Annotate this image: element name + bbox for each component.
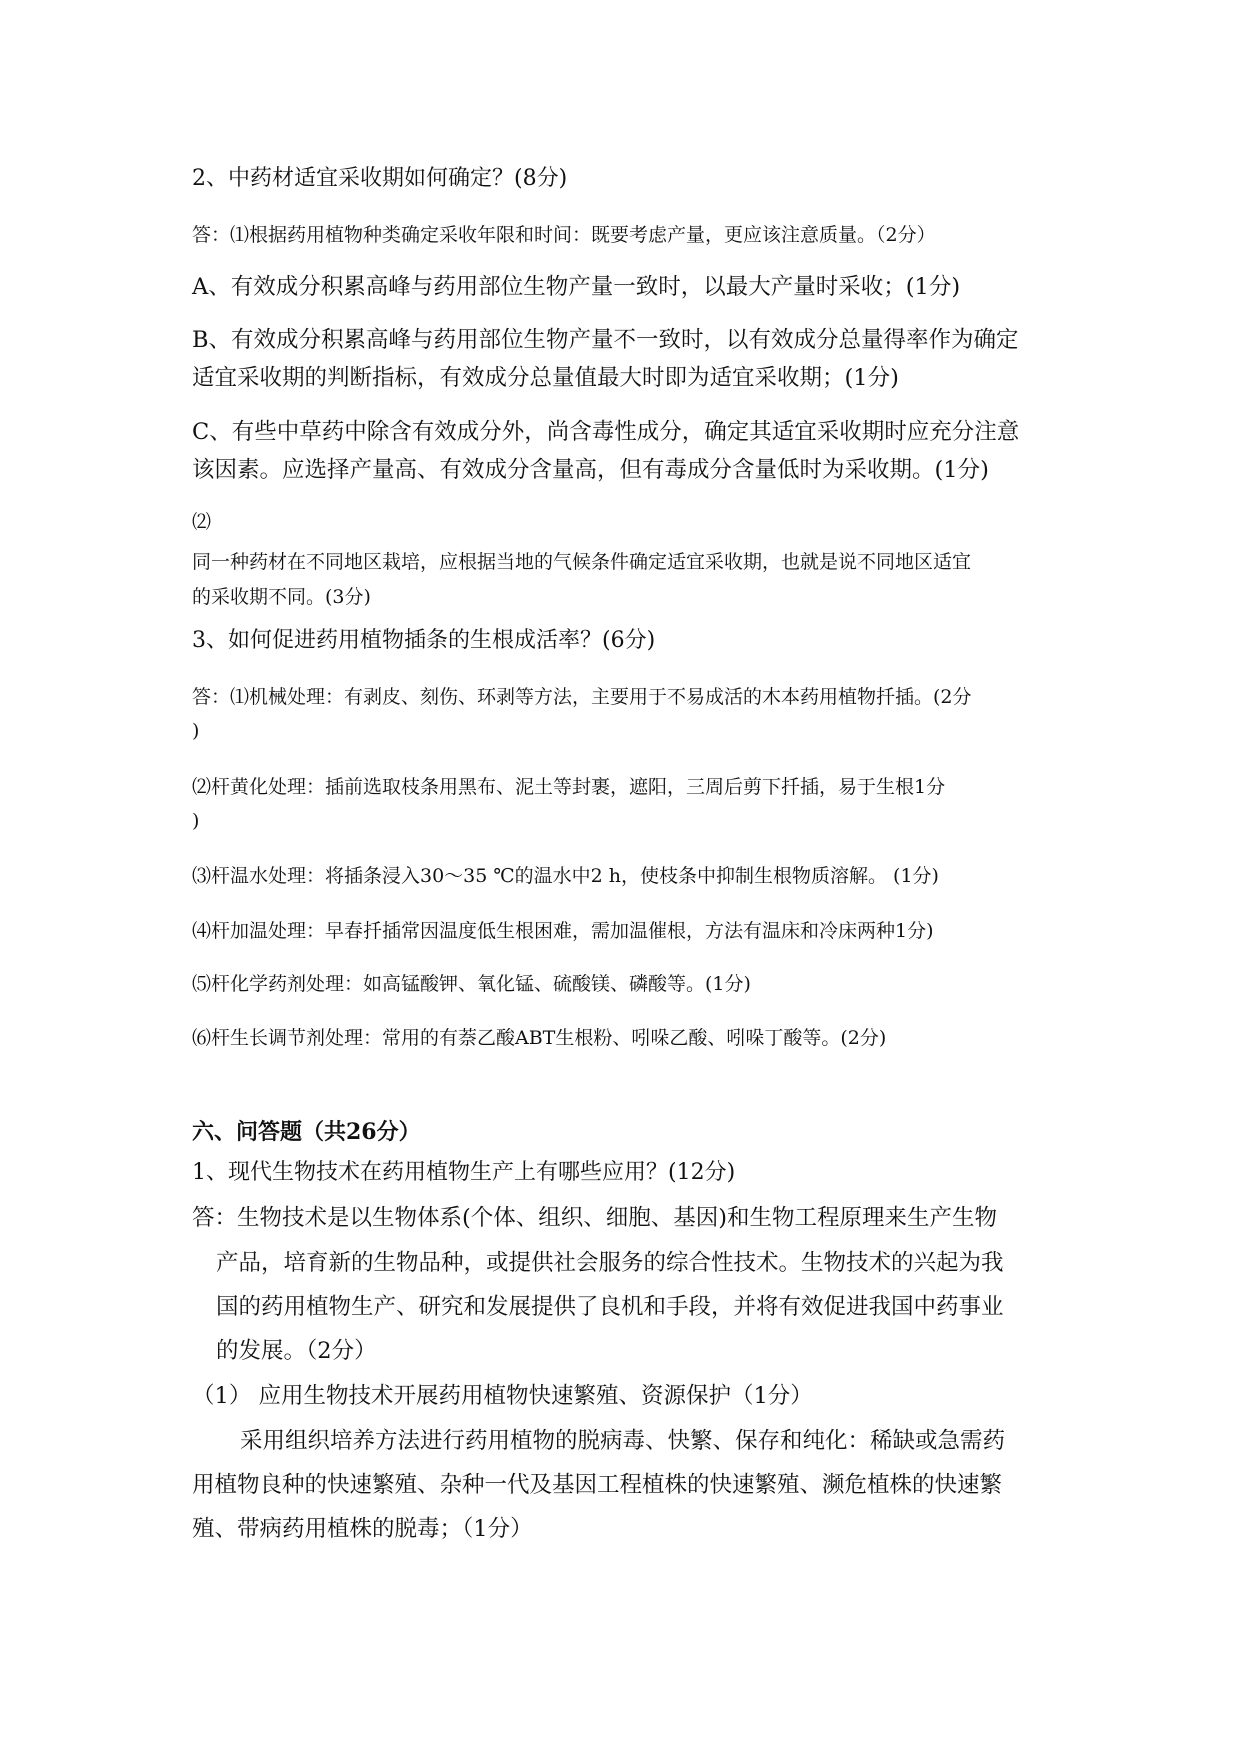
section-6-answer-line-2: 产品，培育新的生物品种，或提供社会服务的综合性技术。生物技术的兴起为我 xyxy=(216,1250,1004,1276)
question-2-title: 2、中药材适宜采收期如何确定？(8分) xyxy=(192,166,568,191)
question-3-answer-3: ⑶杆温水处理：将插条浸入30～35 ℃的温水中2 h，使枝条中抑制生根物质溶解。 (1分) xyxy=(192,865,939,887)
question-2-part-2-mark: ⑵ xyxy=(192,511,212,533)
question-2-item-b-line-2: 适宜采收期的判断指标，有效成分总量值最大时即为适宜采收期；(1分) xyxy=(192,365,899,391)
question-2-part-2-line-1: 同一种药材在不同地区栽培，应根据当地的气候条件确定适宜采收期，也就是说不同地区适宜 xyxy=(192,551,972,573)
section-6-answer-line-4: 的发展。（2分） xyxy=(216,1338,377,1364)
section-6-subheading-1: （1） 应用生物技术开展药用植物快速繁殖、资源保护（1分） xyxy=(192,1383,813,1409)
question-2-item-c-line-2: 该因素。应选择产量高、有效成分含量高，但有毒成分含量低时为采收期。(1分) xyxy=(192,457,989,483)
question-3-answer-2-line-2: ) xyxy=(192,810,200,832)
question-2-part-2-line-2: 的采收期不同。(3分) xyxy=(192,586,371,608)
question-3-answer-1-line-2: ) xyxy=(192,720,200,742)
section-6-paragraph-line-3: 殖、带病药用植株的脱毒；（1分） xyxy=(192,1516,533,1542)
section-6-heading: 六、问答题（共26分） xyxy=(192,1119,421,1145)
section-6-paragraph-line-2: 用植物良种的快速繁殖、杂种一代及基因工程植株的快速繁殖、濒危植株的快速繁 xyxy=(192,1472,1003,1498)
question-3-answer-2-line-1: ⑵杆黄化处理：插前选取枝条用黑布、泥土等封裹，遮阳，三周后剪下扦插，易于生根1分 xyxy=(192,776,946,798)
question-2-answer-1: 答：⑴根据药用植物种类确定采收年限和时间：既要考虑产量，更应该注意质量。（2分） xyxy=(192,224,936,246)
section-6-paragraph-line-1: 采用组织培养方法进行药用植物的脱病毒、快繁、保存和纯化：稀缺或急需药 xyxy=(240,1428,1006,1454)
question-3-answer-4: ⑷杆加温处理：早春扦插常因温度低生根困难，需加温催根，方法有温床和冷床两种1分) xyxy=(192,920,934,942)
question-3-answer-6: ⑹杆生长调节剂处理：常用的有萘乙酸ABT生根粉、吲哚乙酸、吲哚丁酸等。(2分) xyxy=(192,1027,887,1049)
question-3-answer-1-line-1: 答：⑴机械处理：有剥皮、刻伤、环剥等方法，主要用于不易成活的木本药用植物扦插。(2分 xyxy=(192,686,972,708)
section-6-question-1-title: 1、现代生物技术在药用植物生产上有哪些应用？(12分) xyxy=(192,1160,736,1185)
question-3-title: 3、如何促进药用植物插条的生根成活率？(6分) xyxy=(192,628,656,653)
question-3-answer-5: ⑸杆化学药剂处理：如高锰酸钾、氧化锰、硫酸镁、磷酸等。(1分) xyxy=(192,973,751,995)
section-6-answer-line-3: 国的药用植物生产、研究和发展提供了良机和手段，并将有效促进我国中药事业 xyxy=(216,1294,1004,1320)
section-6-answer-line-1: 答：生物技术是以生物体系(个体、组织、细胞、基因)和生物工程原理来生产生物 xyxy=(192,1205,998,1231)
question-2-item-c-line-1: C、有些中草药中除含有效成分外，尚含毒性成分，确定其适宜采收期时应充分注意 xyxy=(192,419,1020,445)
question-2-item-b-line-1: B、有效成分积累高峰与药用部位生物产量不一致时，以有效成分总量得率作为确定 xyxy=(192,327,1019,353)
question-2-item-a: A、有效成分积累高峰与药用部位生物产量一致时，以最大产量时采收；(1分) xyxy=(192,274,961,300)
